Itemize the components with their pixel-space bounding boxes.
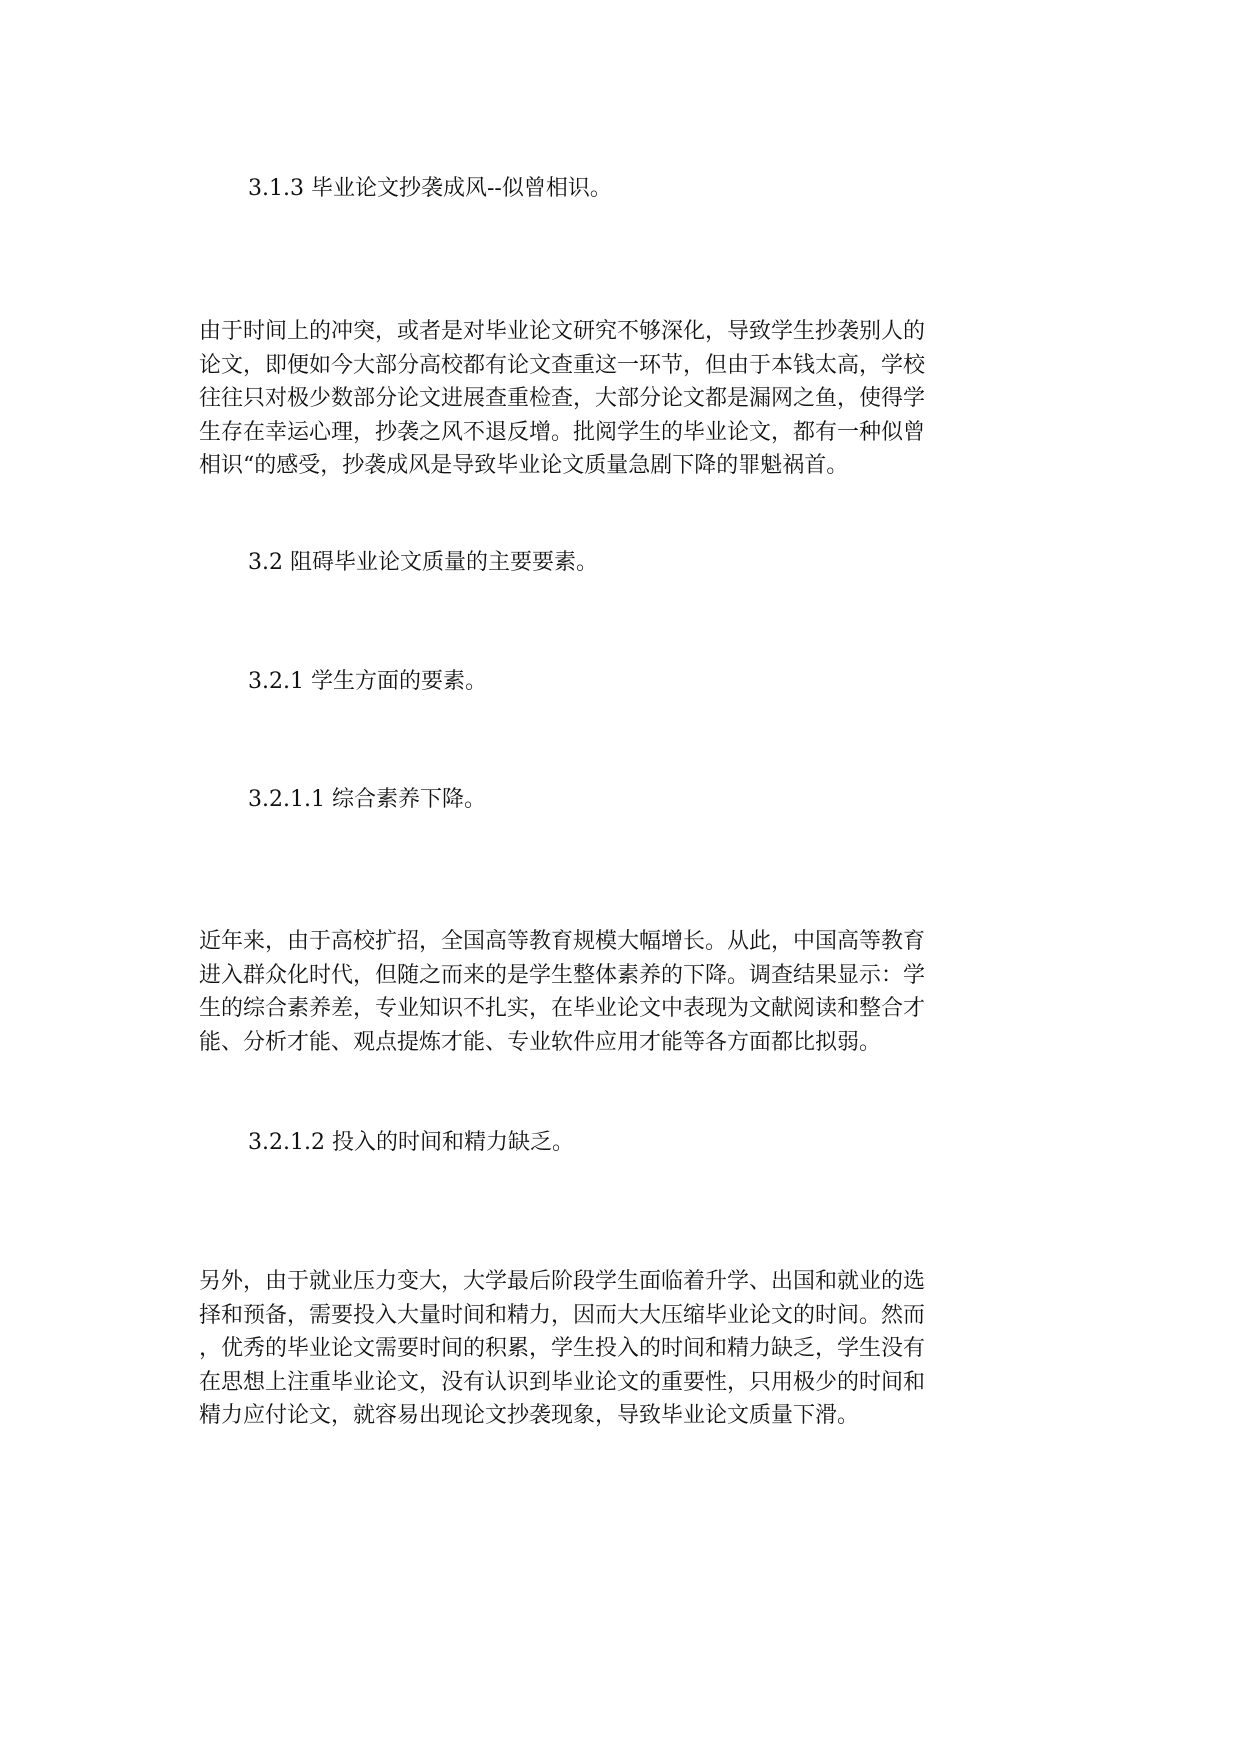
paragraph-literacy-decline <box>199 925 1029 1059</box>
paragraph-line: 精力应付论文，就容易出现论文抄袭现象，导致毕业论文质量下滑。 <box>199 1403 860 1428</box>
paragraph-line: 相识“的感受，抄袭成风是导致毕业论文质量急剧下降的罪魁祸首。 <box>199 453 849 478</box>
heading-3-2-1-1: 3.2.1.1 综合素养下降。 <box>248 787 486 812</box>
paragraph-line: 生存在幸运心理，抄袭之风不退反增。批阅学生的毕业论文，都有一种似曾 <box>199 419 926 445</box>
heading-3-2: 3.2 阻碍毕业论文质量的主要要素。 <box>248 550 598 575</box>
paragraph-line: 择和预备，需要投入大量时间和精力，因而大大压缩毕业论文的时间。然而 <box>199 1302 926 1328</box>
paragraph-line: 另外，由于就业压力变大，大学最后阶段学生面临着升学、出国和就业的选 <box>199 1269 926 1294</box>
paragraph-line: 生的综合素养差，专业知识不扎实，在毕业论文中表现为文献阅读和整合才 <box>199 996 926 1021</box>
heading-3-1-3: 3.1.3 毕业论文抄袭成风--似曾相识。 <box>248 176 612 201</box>
paragraph-time-effort <box>199 1265 1029 1433</box>
heading-3-2-1-2: 3.2.1.2 投入的时间和精力缺乏。 <box>248 1130 574 1155</box>
paragraph-line: 能、分析才能、观点提炼才能、专业软件应用才能等各方面都比拟弱。 <box>199 1029 882 1055</box>
paragraph-line: ，优秀的毕业论文需要时间的积累，学生投入的时间和精力缺乏，学生没有 <box>199 1336 926 1361</box>
paragraph-line: 在思想上注重毕业论文，没有认识到毕业论文的重要性，只用极少的时间和 <box>199 1369 926 1395</box>
paragraph-line: 论文，即便如今大部分高校都有论文查重这一环节，但由于本钱太高，学校 <box>199 352 926 378</box>
paragraph-line: 由于时间上的冲突，或者是对毕业论文研究不够深化，导致学生抄袭别人的 <box>199 319 926 344</box>
heading-3-2-1: 3.2.1 学生方面的要素。 <box>248 669 487 694</box>
paragraph-line: 近年来，由于高校扩招，全国高等教育规模大幅增长。从此，中国高等教育 <box>199 929 926 954</box>
paragraph-line: 往往只对极少数部分论文进展查重检查，大部分论文都是漏网之鱼，使得学 <box>199 386 926 411</box>
paragraph-plagiarism <box>199 315 1029 483</box>
paragraph-line: 进入群众化时代，但随之而来的是学生整体素养的下降。调查结果显示：学 <box>199 962 926 988</box>
